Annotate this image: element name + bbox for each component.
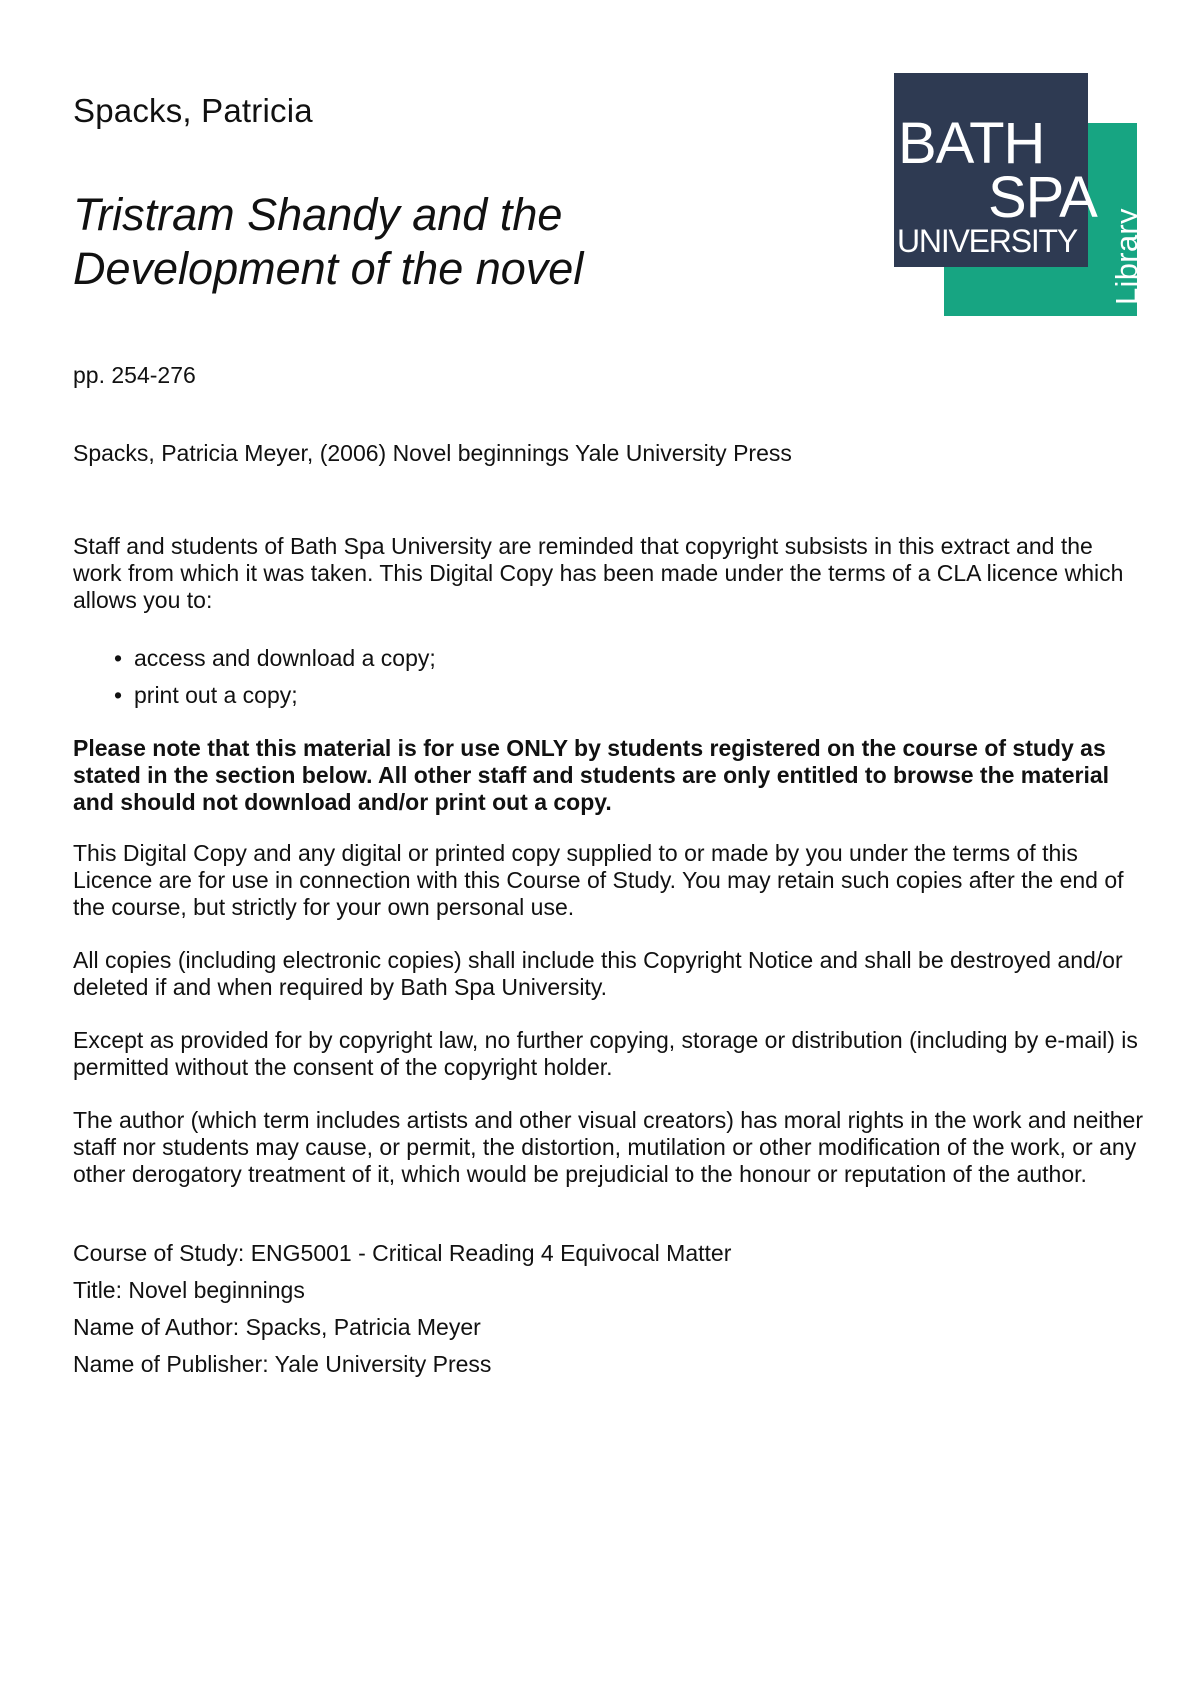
- licence-permissions-list: [110, 645, 436, 719]
- usage-paragraph: This Digital Copy and any digital or printed copy supplied to or made by you under the terms of this Licence are for use in connection with this Course of Study. You may retain such copies after the end of the course, but strictly for your own personal use.: [73, 840, 1124, 920]
- publisher-name: Name of Publisher: Yale University Press: [73, 1351, 492, 1377]
- chapter-title: [73, 188, 793, 296]
- list-item: • print out a copy;: [110, 682, 436, 709]
- chapter-title-line-2: Development of the novel: [73, 243, 584, 294]
- author-name: Spacks, Patricia: [73, 92, 313, 129]
- logo-word-spa: SPA: [988, 165, 1097, 230]
- list-item: • access and download a copy;: [110, 645, 436, 672]
- logo-word-bath: BATH: [898, 111, 1045, 176]
- page-range: pp. 254-276: [73, 362, 196, 388]
- logo-word-library: Library: [1109, 208, 1144, 305]
- copying-restriction-paragraph: Except as provided for by copyright law, no further copying, storage or distribution (including by e-mail) is permitted without the consent of the copyright holder.: [73, 1027, 1138, 1080]
- work-title: Title: Novel beginnings: [73, 1277, 305, 1303]
- course-of-study: Course of Study: ENG5001 - Critical Reading 4 Equivocal Matter: [73, 1240, 732, 1266]
- author-full-name: Name of Author: Spacks, Patricia Meyer: [73, 1314, 481, 1340]
- chapter-title-line-1: Tristram Shandy and the: [73, 189, 563, 240]
- citation: Spacks, Patricia Meyer, (2006) Novel beginnings Yale University Press: [73, 440, 792, 466]
- course-info: [73, 1240, 731, 1388]
- copies-paragraph: All copies (including electronic copies) shall include this Copyright Notice and shall be destroyed and/or deleted if and when required by Bath Spa University.: [73, 947, 1123, 1000]
- logo-word-university: UNIVERSITY: [897, 223, 1078, 259]
- bath-spa-university-library-logo: [894, 73, 1144, 316]
- moral-rights-paragraph: The author (which term includes artists and other visual creators) has moral rights in the work and neither staff nor students may cause, or permit, the distortion, mutilation or other modification of the work, or any other derogatory treatment of it, which would be prejudicial to the honour or reputation of the author.: [73, 1107, 1143, 1187]
- usage-restriction-note: Please note that this material is for use ONLY by students registered on the course of study as stated in the section below. All other staff and students are only entitled to browse the material and should not download and/or print out a copy.: [73, 735, 1110, 815]
- copyright-intro: Staff and students of Bath Spa University are reminded that copyright subsists in this extract and the work from which it was taken. This Digital Copy has been made under the terms of a CLA licence which allows you to:: [73, 533, 1124, 613]
